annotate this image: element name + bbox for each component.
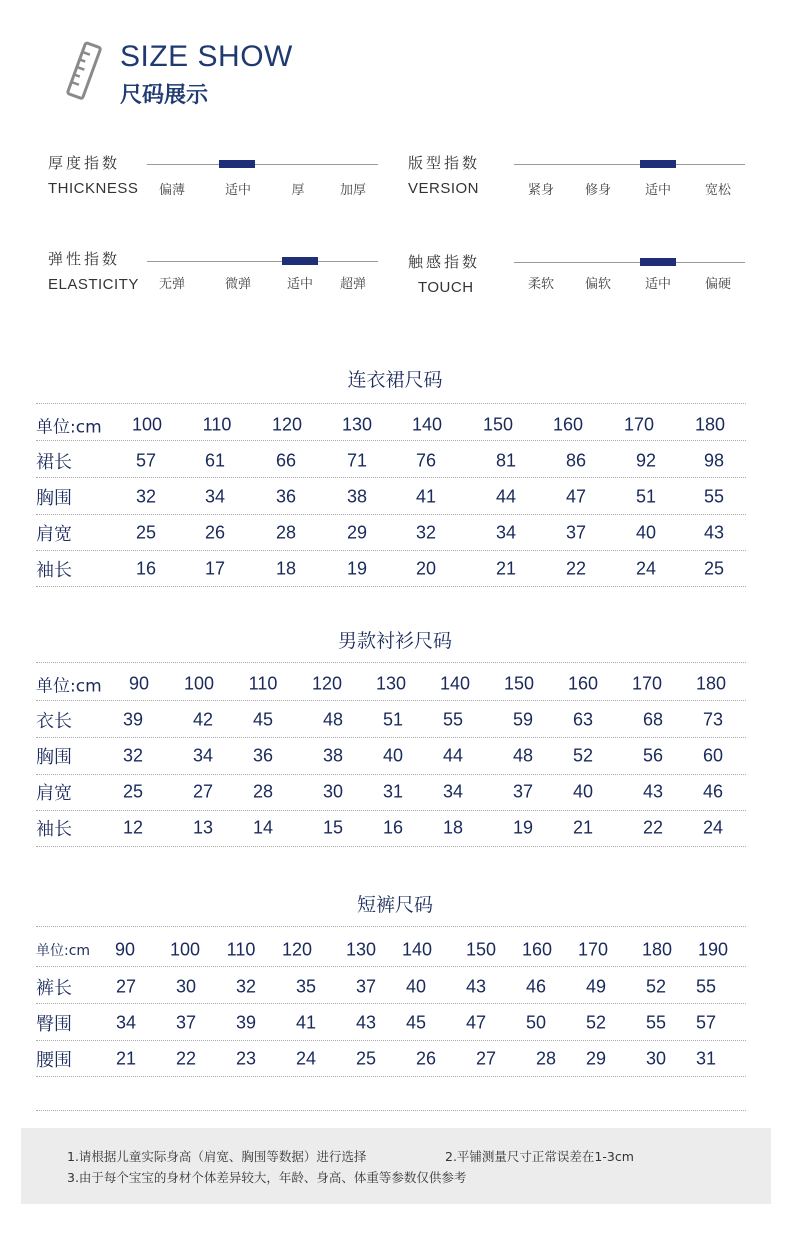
size-header-cell: 180 [641, 939, 673, 960]
size-value-cell: 56 [642, 745, 664, 766]
size-value-cell: 86 [565, 450, 587, 471]
row-separator [36, 514, 746, 515]
row-label: 胸围 [36, 747, 72, 768]
version-option: 宽松 [704, 183, 732, 198]
unit-label: 单位:cm [36, 943, 91, 959]
size-value-cell: 68 [642, 709, 664, 730]
note-1: 1.请根据儿童实际身高（肩宽、胸围等数据）进行选择 [67, 1149, 367, 1164]
size-header-cell: 140 [401, 939, 433, 960]
size-value-cell: 25 [122, 781, 144, 802]
size-header-cell: 130 [375, 673, 407, 694]
elasticity-option: 微弹 [224, 277, 252, 292]
size-value-cell: 47 [465, 1012, 487, 1033]
size-value-cell: 39 [235, 1012, 257, 1033]
size-header-cell: 170 [577, 939, 609, 960]
size-value-cell: 13 [192, 817, 214, 838]
shorts-table-title: 短裤尺码 [356, 894, 433, 916]
size-value-cell: 22 [175, 1048, 197, 1069]
size-value-cell: 52 [645, 976, 667, 997]
size-value-cell: 43 [465, 976, 487, 997]
size-value-cell: 61 [204, 450, 226, 471]
size-value-cell: 27 [475, 1048, 497, 1069]
size-value-cell: 39 [122, 709, 144, 730]
size-value-cell: 30 [322, 781, 344, 802]
size-value-cell: 40 [572, 781, 594, 802]
size-header-cell: 120 [271, 414, 303, 435]
size-value-cell: 26 [415, 1048, 437, 1069]
size-value-cell: 19 [346, 558, 368, 579]
size-value-cell: 29 [585, 1048, 607, 1069]
size-value-cell: 35 [295, 976, 317, 997]
size-value-cell: 34 [204, 486, 226, 507]
size-value-cell: 40 [635, 522, 657, 543]
elasticity-option: 适中 [286, 277, 314, 292]
size-header-cell: 180 [694, 414, 726, 435]
thickness-option: 适中 [224, 183, 252, 198]
row-separator [36, 700, 746, 701]
unit-label: 单位:cm [36, 676, 102, 697]
size-header-cell: 190 [697, 939, 729, 960]
size-value-cell: 19 [512, 817, 534, 838]
version-option: 紧身 [527, 183, 555, 198]
size-value-cell: 26 [204, 522, 226, 543]
row-separator [36, 403, 746, 404]
size-value-cell: 46 [525, 976, 547, 997]
size-value-cell: 38 [346, 486, 368, 507]
size-value-cell: 48 [322, 709, 344, 730]
size-header-cell: 160 [567, 673, 599, 694]
row-separator [36, 926, 746, 927]
size-value-cell: 31 [695, 1048, 717, 1069]
size-value-cell: 32 [235, 976, 257, 997]
note-2: 2.平铺测量尺寸正常误差在1-3cm [445, 1149, 634, 1164]
size-header-cell: 140 [439, 673, 471, 694]
row-separator [36, 1076, 746, 1077]
size-value-cell: 42 [192, 709, 214, 730]
size-value-cell: 37 [355, 976, 377, 997]
size-value-cell: 41 [295, 1012, 317, 1033]
size-value-cell: 31 [382, 781, 404, 802]
size-value-cell: 63 [572, 709, 594, 730]
size-header-cell: 130 [341, 414, 373, 435]
size-header-cell: 110 [202, 414, 232, 435]
touch-option: 偏硬 [704, 277, 732, 292]
dress-table-title: 连衣裙尺码 [347, 369, 443, 391]
size-value-cell: 57 [695, 1012, 717, 1033]
size-value-cell: 18 [275, 558, 297, 579]
size-value-cell: 92 [635, 450, 657, 471]
size-value-cell: 34 [495, 522, 517, 543]
size-value-cell: 12 [122, 817, 144, 838]
size-value-cell: 49 [585, 976, 607, 997]
size-value-cell: 44 [442, 745, 464, 766]
row-label: 肩宽 [36, 783, 72, 804]
page-title-en: SIZE SHOW [120, 40, 293, 73]
size-value-cell: 15 [322, 817, 344, 838]
size-value-cell: 32 [415, 522, 437, 543]
touch-label-en: TOUCH [418, 279, 474, 296]
size-value-cell: 37 [512, 781, 534, 802]
size-value-cell: 37 [565, 522, 587, 543]
size-value-cell: 60 [702, 745, 724, 766]
row-label: 臀围 [36, 1014, 72, 1035]
size-value-cell: 81 [495, 450, 517, 471]
size-value-cell: 16 [382, 817, 404, 838]
size-header-cell: 100 [183, 673, 215, 694]
size-value-cell: 24 [702, 817, 724, 838]
size-value-cell: 25 [703, 558, 725, 579]
size-header-cell: 150 [482, 414, 514, 435]
size-value-cell: 44 [495, 486, 517, 507]
row-separator [36, 774, 746, 775]
size-header-cell: 120 [311, 673, 343, 694]
thickness-option: 加厚 [339, 183, 367, 198]
size-header-cell: 170 [631, 673, 663, 694]
size-header-cell: 130 [345, 939, 377, 960]
row-label: 袖长 [36, 560, 72, 581]
size-value-cell: 45 [252, 709, 274, 730]
thickness-label-en: THICKNESS [48, 180, 139, 197]
version-selected-marker [640, 160, 676, 168]
note-3: 3.由于每个宝宝的身材个体差异较大，年龄、身高、体重等参数仅供参考 [67, 1170, 467, 1185]
elasticity-label-cn: 弹性指数 [48, 250, 121, 268]
size-value-cell: 40 [405, 976, 427, 997]
size-header-cell: 140 [411, 414, 443, 435]
size-value-cell: 41 [415, 486, 437, 507]
thickness-selected-marker [219, 160, 255, 168]
row-label: 腰围 [36, 1050, 72, 1071]
size-value-cell: 24 [635, 558, 657, 579]
size-value-cell: 55 [645, 1012, 667, 1033]
size-value-cell: 43 [355, 1012, 377, 1033]
size-header-cell: 100 [131, 414, 163, 435]
version-label-en: VERSION [408, 180, 480, 197]
size-value-cell: 36 [275, 486, 297, 507]
elasticity-option: 超弹 [339, 277, 367, 292]
notes-panel [21, 1128, 771, 1204]
touch-option: 偏软 [584, 277, 612, 292]
size-value-cell: 28 [275, 522, 297, 543]
size-value-cell: 38 [322, 745, 344, 766]
size-value-cell: 16 [135, 558, 157, 579]
row-separator [36, 662, 746, 663]
version-option: 修身 [584, 183, 612, 198]
size-value-cell: 28 [535, 1048, 557, 1069]
row-separator [36, 846, 746, 847]
size-value-cell: 55 [442, 709, 464, 730]
size-value-cell: 20 [415, 558, 437, 579]
size-value-cell: 17 [204, 558, 226, 579]
size-value-cell: 25 [135, 522, 157, 543]
size-value-cell: 43 [703, 522, 725, 543]
size-value-cell: 59 [512, 709, 534, 730]
version-scale-line [514, 164, 745, 165]
size-header-cell: 150 [503, 673, 535, 694]
size-value-cell: 73 [702, 709, 724, 730]
size-value-cell: 25 [355, 1048, 377, 1069]
size-value-cell: 27 [192, 781, 214, 802]
size-value-cell: 27 [115, 976, 137, 997]
touch-option: 适中 [644, 277, 672, 292]
size-value-cell: 34 [192, 745, 214, 766]
row-separator [36, 440, 746, 441]
ruler-icon [62, 40, 108, 102]
thickness-label-cn: 厚度指数 [48, 154, 121, 172]
size-value-cell: 30 [175, 976, 197, 997]
size-value-cell: 29 [346, 522, 368, 543]
touch-option: 柔软 [527, 277, 555, 292]
size-header-cell: 160 [521, 939, 553, 960]
size-value-cell: 98 [703, 450, 725, 471]
size-value-cell: 57 [135, 450, 157, 471]
thickness-option: 厚 [291, 183, 305, 198]
touch-selected-marker [640, 258, 676, 266]
version-label-cn: 版型指数 [408, 154, 481, 172]
size-value-cell: 46 [702, 781, 724, 802]
row-label: 胸围 [36, 488, 72, 509]
size-value-cell: 66 [275, 450, 297, 471]
size-value-cell: 21 [115, 1048, 137, 1069]
size-value-cell: 18 [442, 817, 464, 838]
size-value-cell: 51 [382, 709, 404, 730]
size-value-cell: 24 [295, 1048, 317, 1069]
elasticity-label-en: ELASTICITY [48, 276, 139, 293]
size-header-cell: 170 [623, 414, 655, 435]
row-separator [36, 966, 746, 967]
size-value-cell: 22 [642, 817, 664, 838]
row-separator [36, 550, 746, 551]
thickness-option: 偏薄 [158, 183, 186, 198]
thickness-scale-line [147, 164, 378, 165]
page-title-cn: 尺码展示 [120, 83, 209, 108]
size-value-cell: 40 [382, 745, 404, 766]
row-separator [36, 586, 746, 587]
size-value-cell: 32 [135, 486, 157, 507]
size-value-cell: 47 [565, 486, 587, 507]
size-value-cell: 36 [252, 745, 274, 766]
row-separator [36, 810, 746, 811]
size-value-cell: 21 [572, 817, 594, 838]
size-value-cell: 55 [695, 976, 717, 997]
size-header-cell: 110 [226, 939, 256, 960]
divider [36, 1110, 746, 1111]
size-value-cell: 43 [642, 781, 664, 802]
size-header-cell: 110 [248, 673, 278, 694]
shirt-table-title: 男款衬衫尺码 [337, 630, 452, 652]
elasticity-option: 无弹 [158, 277, 186, 292]
elasticity-scale-line [147, 261, 378, 262]
size-header-cell: 180 [695, 673, 727, 694]
size-value-cell: 76 [415, 450, 437, 471]
size-header-cell: 150 [465, 939, 497, 960]
size-value-cell: 45 [405, 1012, 427, 1033]
size-header-cell: 100 [169, 939, 201, 960]
size-value-cell: 28 [252, 781, 274, 802]
size-value-cell: 30 [645, 1048, 667, 1069]
size-value-cell: 51 [635, 486, 657, 507]
size-value-cell: 71 [346, 450, 368, 471]
row-label: 裙长 [36, 452, 72, 473]
row-separator [36, 477, 746, 478]
size-header-cell: 160 [552, 414, 584, 435]
size-value-cell: 32 [122, 745, 144, 766]
row-separator [36, 1003, 746, 1004]
size-header-cell: 90 [128, 673, 150, 694]
touch-label-cn: 触感指数 [408, 253, 481, 271]
unit-label: 单位:cm [36, 417, 102, 438]
row-label: 肩宽 [36, 524, 72, 545]
row-label: 衣长 [36, 711, 72, 732]
row-separator [36, 1040, 746, 1041]
size-value-cell: 14 [252, 817, 274, 838]
size-value-cell: 22 [565, 558, 587, 579]
size-value-cell: 48 [512, 745, 534, 766]
row-label: 袖长 [36, 819, 72, 840]
elasticity-selected-marker [282, 257, 318, 265]
size-value-cell: 37 [175, 1012, 197, 1033]
size-header-cell: 120 [281, 939, 313, 960]
size-value-cell: 52 [585, 1012, 607, 1033]
row-separator [36, 737, 746, 738]
size-header-cell: 90 [114, 939, 136, 960]
size-value-cell: 34 [442, 781, 464, 802]
size-value-cell: 52 [572, 745, 594, 766]
size-value-cell: 34 [115, 1012, 137, 1033]
size-value-cell: 55 [703, 486, 725, 507]
size-value-cell: 21 [495, 558, 517, 579]
size-value-cell: 23 [235, 1048, 257, 1069]
touch-scale-line [514, 262, 745, 263]
row-label: 裤长 [36, 978, 72, 999]
size-value-cell: 50 [525, 1012, 547, 1033]
version-option: 适中 [644, 183, 672, 198]
